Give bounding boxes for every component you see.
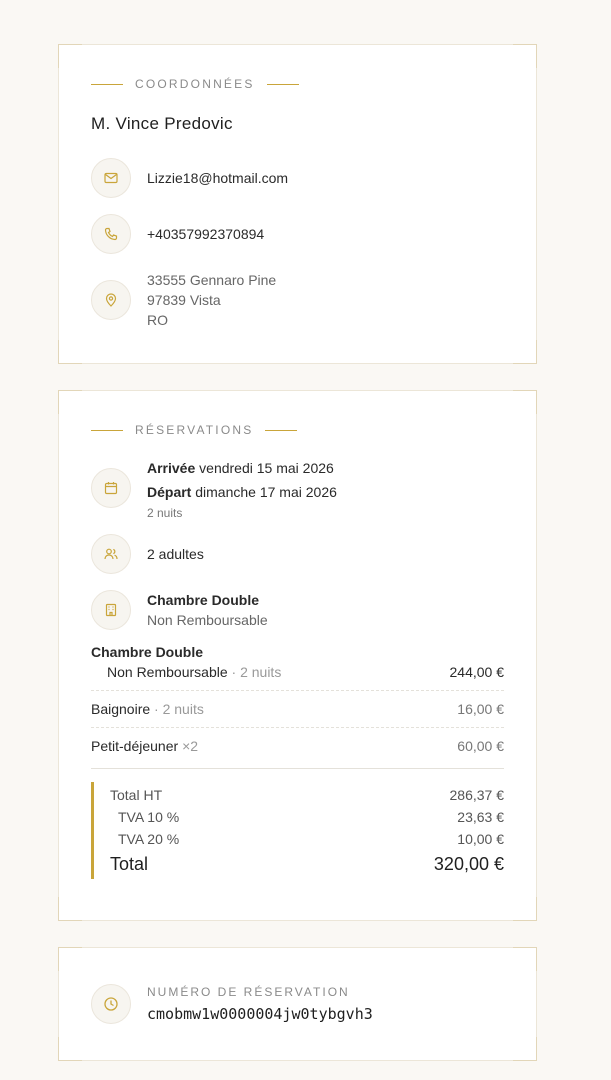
grand-total-value: 320,00 € (433, 854, 504, 874)
contact-section-header (91, 77, 504, 91)
total-ht-label: Total HT (110, 787, 163, 803)
booking-number-card (58, 947, 537, 1061)
users-icon (91, 534, 131, 574)
line-item-amount: 60,00 € (457, 738, 504, 754)
grand-total-label: Total (110, 854, 149, 874)
arrival-date: vendredi 15 mai 2026 (199, 460, 334, 476)
address-line: 97839 Vista (147, 292, 221, 308)
location-pin-icon (91, 280, 131, 320)
clock-icon (91, 984, 131, 1024)
line-item-detail: · 2 nuits (231, 664, 282, 680)
reservations-section-title: RÉSERVATIONS (135, 423, 254, 437)
booking-number-block (147, 985, 373, 1023)
reservations-section-header (91, 423, 504, 437)
address-line: 33555 Gennaro Pine (147, 272, 277, 288)
address-row (91, 270, 504, 330)
guest-name: M. Vince Predovic (91, 114, 233, 133)
departure-date: dimanche 17 mai 2026 (195, 484, 337, 500)
tva10-label: TVA 10 % (118, 809, 180, 825)
tva20-label: TVA 20 % (118, 831, 180, 847)
line-item-detail: · 2 nuits (154, 701, 204, 717)
reservations-card (58, 390, 537, 921)
line-item-room (91, 642, 504, 690)
line-item-label: Baignoire (91, 701, 151, 717)
line-item-title: Chambre Double (91, 644, 204, 660)
room-row (91, 590, 504, 630)
divider (91, 84, 123, 85)
contact-card (58, 44, 537, 364)
line-item-label: Petit-déjeuner (91, 738, 179, 754)
booking-number-value[interactable]: cmobmw1w0000004jw0tybgvh3 (147, 1005, 373, 1023)
room-block (147, 590, 268, 630)
contact-section-title: COORDONNÉES (135, 77, 255, 91)
line-item-bathtub (91, 690, 504, 727)
guests-row (91, 534, 504, 574)
guests-count: 2 adultes (147, 546, 204, 562)
hotel-icon (91, 590, 131, 630)
arrival-label: Arrivée (147, 460, 196, 476)
departure-label: Départ (147, 484, 192, 500)
mail-icon (91, 158, 131, 198)
nights-count: 2 nuits (147, 506, 183, 520)
booking-number-row (91, 984, 504, 1024)
tva10-value: 23,63 € (457, 809, 504, 825)
divider (91, 430, 123, 431)
line-item-detail: ×2 (182, 738, 199, 754)
divider (267, 84, 299, 85)
dates-block (147, 456, 337, 520)
booking-number-label: NUMÉRO DE RÉSERVATION (147, 985, 350, 999)
room-name: Chambre Double (147, 592, 260, 608)
line-item-amount: 244,00 € (449, 664, 504, 680)
divider (265, 430, 297, 431)
address-block (147, 270, 276, 330)
line-item-breakfast (91, 727, 504, 768)
tva20-value: 10,00 € (457, 831, 504, 847)
line-item-amount: 16,00 € (457, 701, 504, 717)
phone-link[interactable]: +40357992370894 (147, 226, 265, 242)
totals-block (91, 782, 504, 879)
total-ht-value: 286,37 € (449, 787, 504, 803)
totals-divider (91, 768, 504, 769)
line-item-label: Non Remboursable (107, 664, 228, 680)
phone-row (91, 214, 504, 254)
line-items (91, 642, 504, 768)
dates-row (91, 456, 504, 520)
email-link[interactable]: Lizzie18@hotmail.com (147, 170, 289, 186)
email-row (91, 158, 504, 198)
room-rate: Non Remboursable (147, 612, 268, 628)
calendar-icon (91, 468, 131, 508)
phone-icon (91, 214, 131, 254)
address-line: RO (147, 312, 168, 328)
